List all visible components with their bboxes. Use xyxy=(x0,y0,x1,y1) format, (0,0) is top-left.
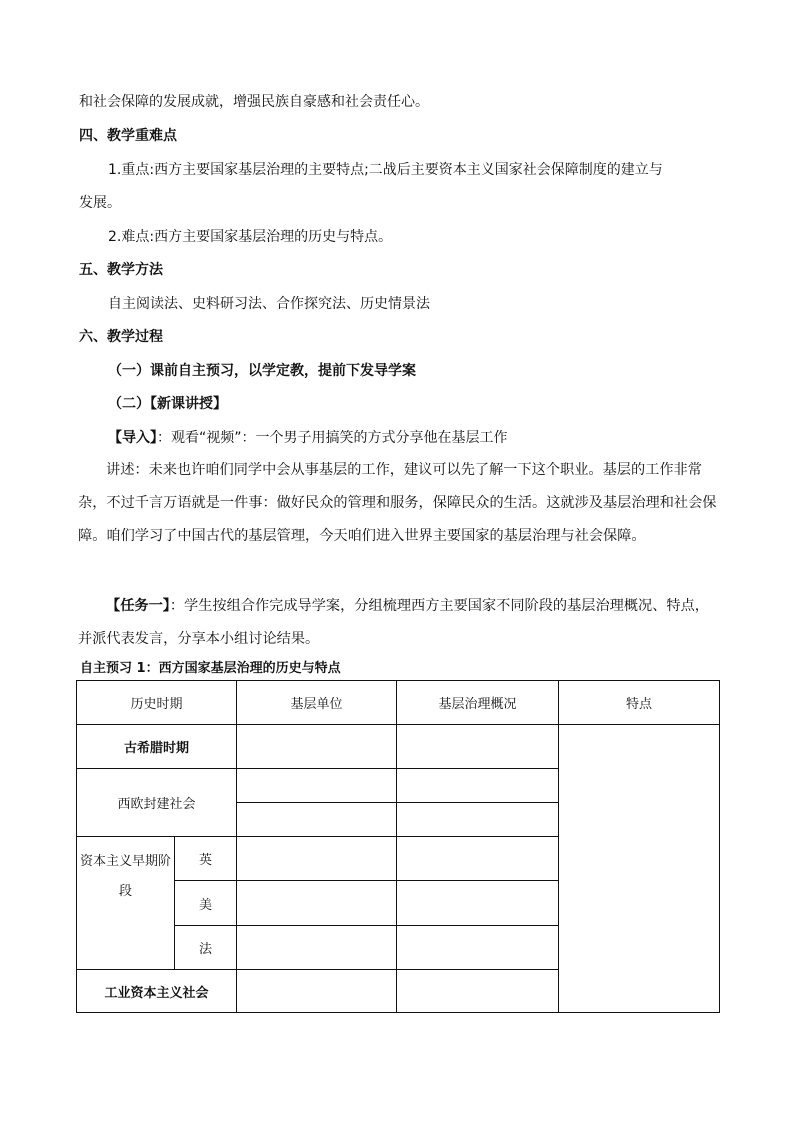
cell-empty xyxy=(397,725,559,769)
header-period: 历史时期 xyxy=(77,681,237,725)
header-unit: 基层单位 xyxy=(237,681,397,725)
lead-in-text: ：观看“视频”：一个男子用搞笑的方式分享他在基层工作 xyxy=(157,430,508,446)
row-fr: 法 xyxy=(175,926,237,970)
cell-empty xyxy=(397,769,559,803)
cell-empty xyxy=(237,769,397,803)
cell-empty xyxy=(237,970,397,1013)
cell-empty xyxy=(397,803,559,837)
difficult-point: 2.难点:西方主要国家基层治理的历史与特点。 xyxy=(108,229,393,245)
section-5-heading: 五、教学方法 xyxy=(79,262,163,278)
task-label: 【任务一】 xyxy=(106,598,170,614)
cell-empty xyxy=(397,837,559,881)
task-paragraph xyxy=(78,590,718,656)
lead-in xyxy=(108,428,508,448)
subsection-2: （二）【新课讲授】 xyxy=(108,396,227,412)
lecture-paragraph xyxy=(78,454,718,553)
section-4-heading: 四、教学重难点 xyxy=(79,128,177,144)
row-industrial: 工业资本主义社会 xyxy=(77,970,237,1013)
lead-in-label: 【导入】 xyxy=(108,430,157,446)
section-6-heading: 六、教学过程 xyxy=(79,329,163,345)
teaching-methods: 自主阅读法、史料研习法、合作探究法、历史情景法 xyxy=(108,296,430,312)
table-row xyxy=(77,725,720,769)
cell-empty xyxy=(237,926,397,970)
cell-empty xyxy=(237,881,397,926)
subsection-1: （一）课前自主预习，以学定教，提前下发导学案 xyxy=(108,363,416,379)
cell-empty xyxy=(397,970,559,1013)
row-greece: 古希腊时期 xyxy=(77,725,237,769)
cell-empty xyxy=(397,926,559,970)
row-early-capitalism: 资本主义早期阶段 xyxy=(77,837,175,970)
row-uk: 英 xyxy=(175,837,237,881)
task-text: ：学生按组合作完成导学案，分组梳理西方主要国家不同阶段的基层治理概况、特点，并派代表发言，分享本小组讨论结果。 xyxy=(78,598,709,647)
cell-empty xyxy=(237,803,397,837)
row-feudal: 西欧封建社会 xyxy=(77,769,237,837)
governance-table xyxy=(76,680,720,1013)
row-us: 美 xyxy=(175,881,237,926)
cell-empty xyxy=(397,881,559,926)
table-caption: 自主预习 1：西方国家基层治理的历史与特点 xyxy=(80,661,341,676)
header-feature: 特点 xyxy=(559,681,720,725)
cell-feature-empty xyxy=(559,725,720,1013)
header-overview: 基层治理概况 xyxy=(397,681,559,725)
lecture-text: 讲述：未来也许咱们同学中会从事基层的工作，建议可以先了解一下这个职业。基层的工作非常杂，不过千言万语就是一件事：做好民众的管理和服务，保障民众的生活。这就涉及基层治理和社会保障。咱们学习了中国古代的基层管理，今天咱们进入世界主要国家的基层治理与社会保障。 xyxy=(78,462,717,544)
table-header-row xyxy=(77,681,720,725)
key-point-line1: 1.重点:西方主要国家基层治理的主要特点;二战后主要资本主义国家社会保障制度的建立与 xyxy=(108,162,663,178)
key-point-line2: 发展。 xyxy=(79,195,121,211)
cell-empty xyxy=(237,837,397,881)
intro-line: 和社会保障的发展成就，增强民族自豪感和社会责任心。 xyxy=(79,94,429,110)
cell-empty xyxy=(237,725,397,769)
